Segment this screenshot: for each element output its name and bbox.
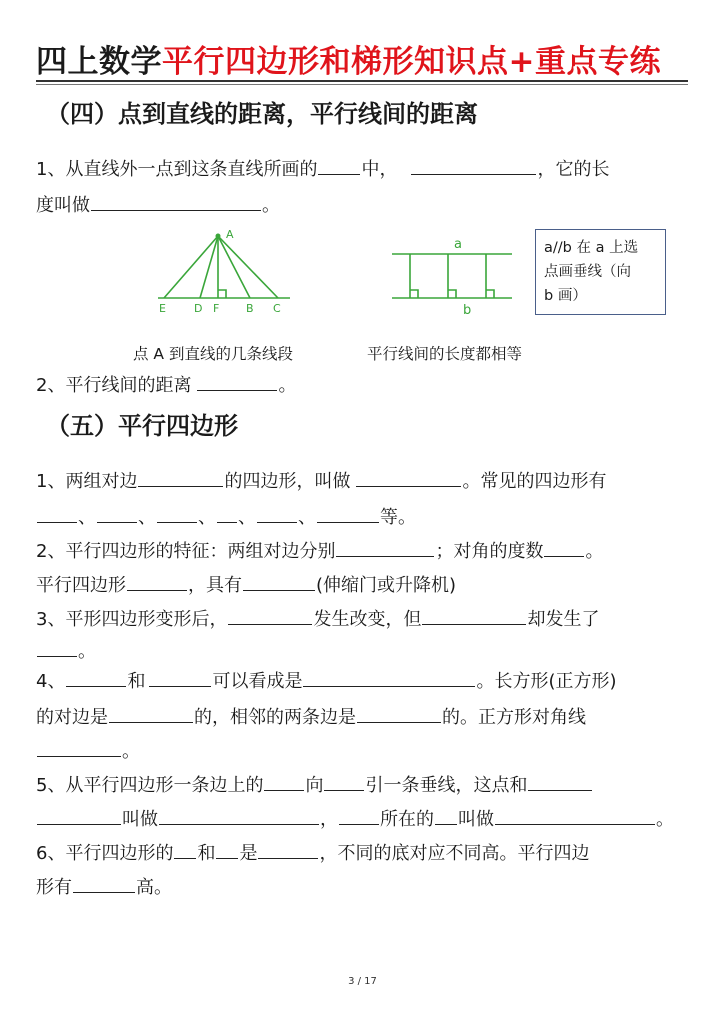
s5-q2-line1 [36,538,603,564]
blank [357,704,441,723]
caption-fig2: 平行线间的长度都相等 [367,345,523,363]
text: ；对角的度数 [435,541,544,562]
blank [411,156,536,175]
s4-q1-line2 [36,192,280,218]
title-rule [36,80,688,82]
text: 和 [197,843,216,864]
blank [66,668,126,687]
s5-q3-line1 [36,606,599,632]
blank [37,806,121,825]
text: (伸缩门或升降机) [316,575,457,596]
text: 所在的 [380,809,434,830]
blank [243,572,315,591]
segment-ae [164,236,218,298]
text: 发生改变，但 [313,609,422,630]
blank [216,840,238,859]
text: 、 [138,507,156,528]
text: 向 [305,775,324,796]
blank [157,504,197,523]
blank [37,738,121,757]
label-c: C [273,302,281,315]
blank [324,772,364,791]
s5-q2-line2 [36,572,456,598]
segment-ab [218,236,250,298]
blank [303,668,475,687]
figure-point-to-line [150,222,295,318]
text: 。 [262,195,280,216]
s5-q1-line1 [36,468,606,494]
text: 的，相邻的两条边是 [194,707,356,728]
blank [127,572,187,591]
s5-q1-line2 [36,504,416,530]
blank [258,840,318,859]
blank [435,806,457,825]
text: 。 [656,809,674,830]
text: ，它的长 [537,159,610,180]
label-b: B [246,302,254,315]
blank [138,468,223,487]
blank [257,504,297,523]
label-a: a [454,237,462,252]
section-4-heading: （四）点到直线的距离，平行线间的距离 [46,100,478,128]
blank [356,468,461,487]
text: ， [320,809,338,830]
label-f: F [213,302,220,315]
segment-ac [218,236,278,298]
note-line: b 画） [544,288,587,304]
blank [109,704,193,723]
text: 、 [238,507,256,528]
label-e: E [159,302,166,315]
text: 叫做 [122,809,158,830]
label-a: A [226,228,234,241]
page-number: 3 / 17 [348,976,377,987]
text: 的。正方形对角线 [442,707,586,728]
text: 。 [78,641,96,662]
title-rule-thin [36,84,688,85]
text: ，不同的底对应不同高。平行四边 [319,843,590,864]
text: 、 [78,507,96,528]
right-angle-1 [410,290,418,298]
text: 3、平形四边形变形后， [36,609,228,630]
blank [544,538,584,557]
text: 。 [585,541,604,562]
text: 1、两组对边 [36,471,138,492]
blank [37,638,77,657]
text: 、 [198,507,216,528]
text: 5、从平行四边形一条边上的 [36,775,264,796]
blank [264,772,304,791]
point-a [216,234,221,239]
text: 形有 [36,877,72,898]
section-5-heading: （五）平行四边形 [46,412,238,440]
figure-parallel-lines [388,232,516,318]
note-line: 点画垂线（向 [544,264,631,280]
text: 平行四边形 [36,575,126,596]
text: 。 [278,375,297,396]
text: 高。 [136,877,172,898]
note-line: a//b 在 a 上选 [544,240,639,256]
page-title [36,36,661,81]
blank [339,806,379,825]
right-angle-mark [218,290,226,298]
blank [73,874,135,893]
blank [228,606,312,625]
text: 。长方形(正方形) [476,671,617,692]
title-red: 平行四边形和梯形知识点+重点专练 [162,44,661,80]
s5-q4-line1 [36,668,617,694]
blank [422,606,526,625]
right-angle-3 [486,290,494,298]
blank [197,372,277,391]
blank [217,504,237,523]
text: 引一条垂线，这点和 [365,775,528,796]
s5-q6-line1 [36,840,589,866]
text: 。常见的四边形有 [462,471,607,492]
text: 叫做 [458,809,494,830]
note-box [535,229,666,315]
text: 4、 [36,671,66,692]
text: 6、平行四边形的 [36,843,174,864]
s5-q5-line2 [36,806,674,832]
text: 却发生了 [527,609,600,630]
s5-q6-line2 [36,874,172,900]
blank [317,504,379,523]
text: 2、平行线间的距离 [36,375,192,396]
right-angle-2 [448,290,456,298]
text: 中， [361,159,398,180]
text: 1、从直线外一点到这条直线所画的 [36,159,318,180]
blank [97,504,137,523]
text: 。 [122,741,140,762]
blank [318,156,360,175]
blank [528,772,592,791]
text: 度叫做 [36,195,90,216]
s5-q4-line3 [36,738,140,764]
text: ，具有 [188,575,242,596]
text: 可以看成是 [212,671,303,692]
s5-q3-line2 [36,638,96,664]
text: 、 [298,507,316,528]
text: 2、平行四边形的特征：两组对边分别 [36,541,336,562]
s4-q2 [36,372,296,398]
text: 是 [239,843,258,864]
text: 的对边是 [36,707,108,728]
label-b: b [463,303,472,318]
text: 的四边形，叫做 [224,471,351,492]
blank [159,806,319,825]
s5-q5-line1 [36,772,593,798]
caption-fig1: 点 A 到直线的几条线段 [133,345,293,363]
blank [149,668,211,687]
blank [174,840,196,859]
label-d: D [194,302,203,315]
blank [91,192,261,211]
blank [336,538,434,557]
blank [495,806,655,825]
text: 和 [127,671,146,692]
s5-q4-line2 [36,704,586,730]
s4-q1-line1 [36,156,609,182]
blank [37,504,77,523]
text: 等。 [380,507,416,528]
title-black: 四上数学 [36,44,162,80]
